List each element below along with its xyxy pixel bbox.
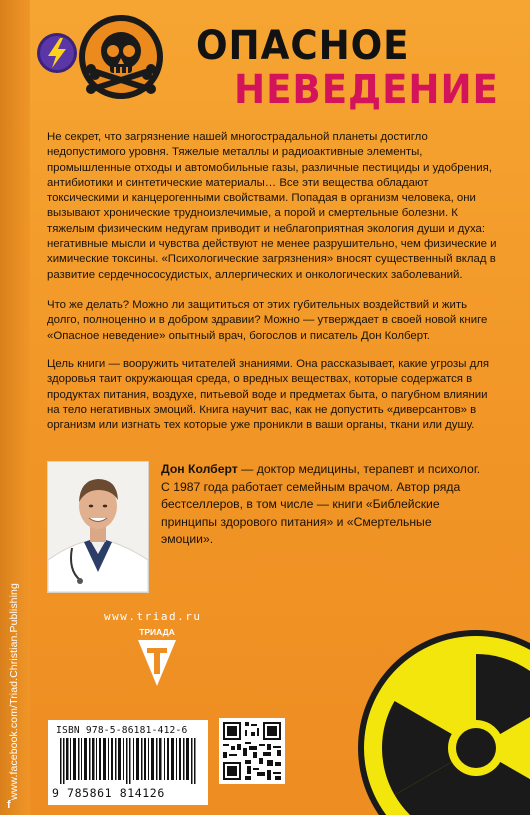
- barcode-number: 9 785861 814126: [52, 786, 165, 800]
- skull-crossbones-icon: [77, 13, 165, 101]
- publisher-website: www.triad.ru: [104, 610, 202, 623]
- publisher-logo: [134, 626, 180, 688]
- radiation-symbol-icon: [356, 628, 530, 815]
- title-line-1: ОПАСНОЕ: [196, 23, 410, 69]
- isbn-text: ISBN 978-5-86181-412-6: [56, 725, 188, 736]
- author-name: Дон Колберт: [161, 462, 238, 476]
- description-paragraph-3: Цель книги — вооружить читателей знаниями. Она рассказывает, какие угрозы для здоровья таит окружающая среда, о вредных веществах, которые содержатся в продуктах питания, воздухе, питьевой воде и предметах быта, о пагубном влиянии на тело негативных эмоций. Книга научит вас, как не допустить «диверсантов» в организм или изгнать тех которые уже проникли в ваши органы, ткани или душу.: [47, 358, 490, 432]
- barcode-bars: [56, 738, 200, 784]
- author-bio: [161, 461, 481, 549]
- lightning-bolt-icon: [36, 32, 78, 74]
- facebook-link[interactable]: www.facebook.com/Triad.Christian.Publishing: [8, 583, 20, 800]
- description-paragraph-2: Что же делать? Можно ли защититься от этих губительных воздействий и жить долго, полноценно и в добром здравии? Можно — утверждает в своей новой книге «Опасное неведение» опытный врач, богослов и писатель Дон Колберт.: [47, 299, 488, 342]
- title-line-2: НЕВЕДЕНИЕ: [234, 67, 499, 113]
- qr-code-icon: [219, 718, 285, 784]
- facebook-icon: f: [7, 799, 11, 811]
- publisher-logo-text: ТРИАДА: [139, 627, 175, 637]
- author-description: — доктор медицины, терапевт и психолог. С 1987 года работает семейным врачом. Автор ряда бестселлеров, в том числе — книги «Библейские принципы здорового питания» и «Смертельные эмоции».: [161, 462, 481, 547]
- description-paragraph-1: Не секрет, что загрязнение нашей многострадальной планеты достигло недопустимого уровня. Тяжелые металлы и радиоактивные элементы, промышленные отходы и автомобильные газы, различные пестициды и удобрения, антибиотики и синтетические материалы… Все эти вещества обладают токсическими и канцерогенными свойствами. Попадая в организм человека, они вызывают хронические трудноизлечимые, а порой и смертельные болезни. К тяжелым физическим недугам приводит и неблагоприятная экология души и духа: негативные мысли и чувства действуют не менее разрушительно, чем физические и химические токсины. «Психологические загрязнения» вносят существенный вклад в развитие сердечнососудистых, аллергических и онкологических заболеваний.: [47, 131, 497, 281]
- author-photo: [47, 461, 149, 593]
- barcode: [48, 720, 208, 805]
